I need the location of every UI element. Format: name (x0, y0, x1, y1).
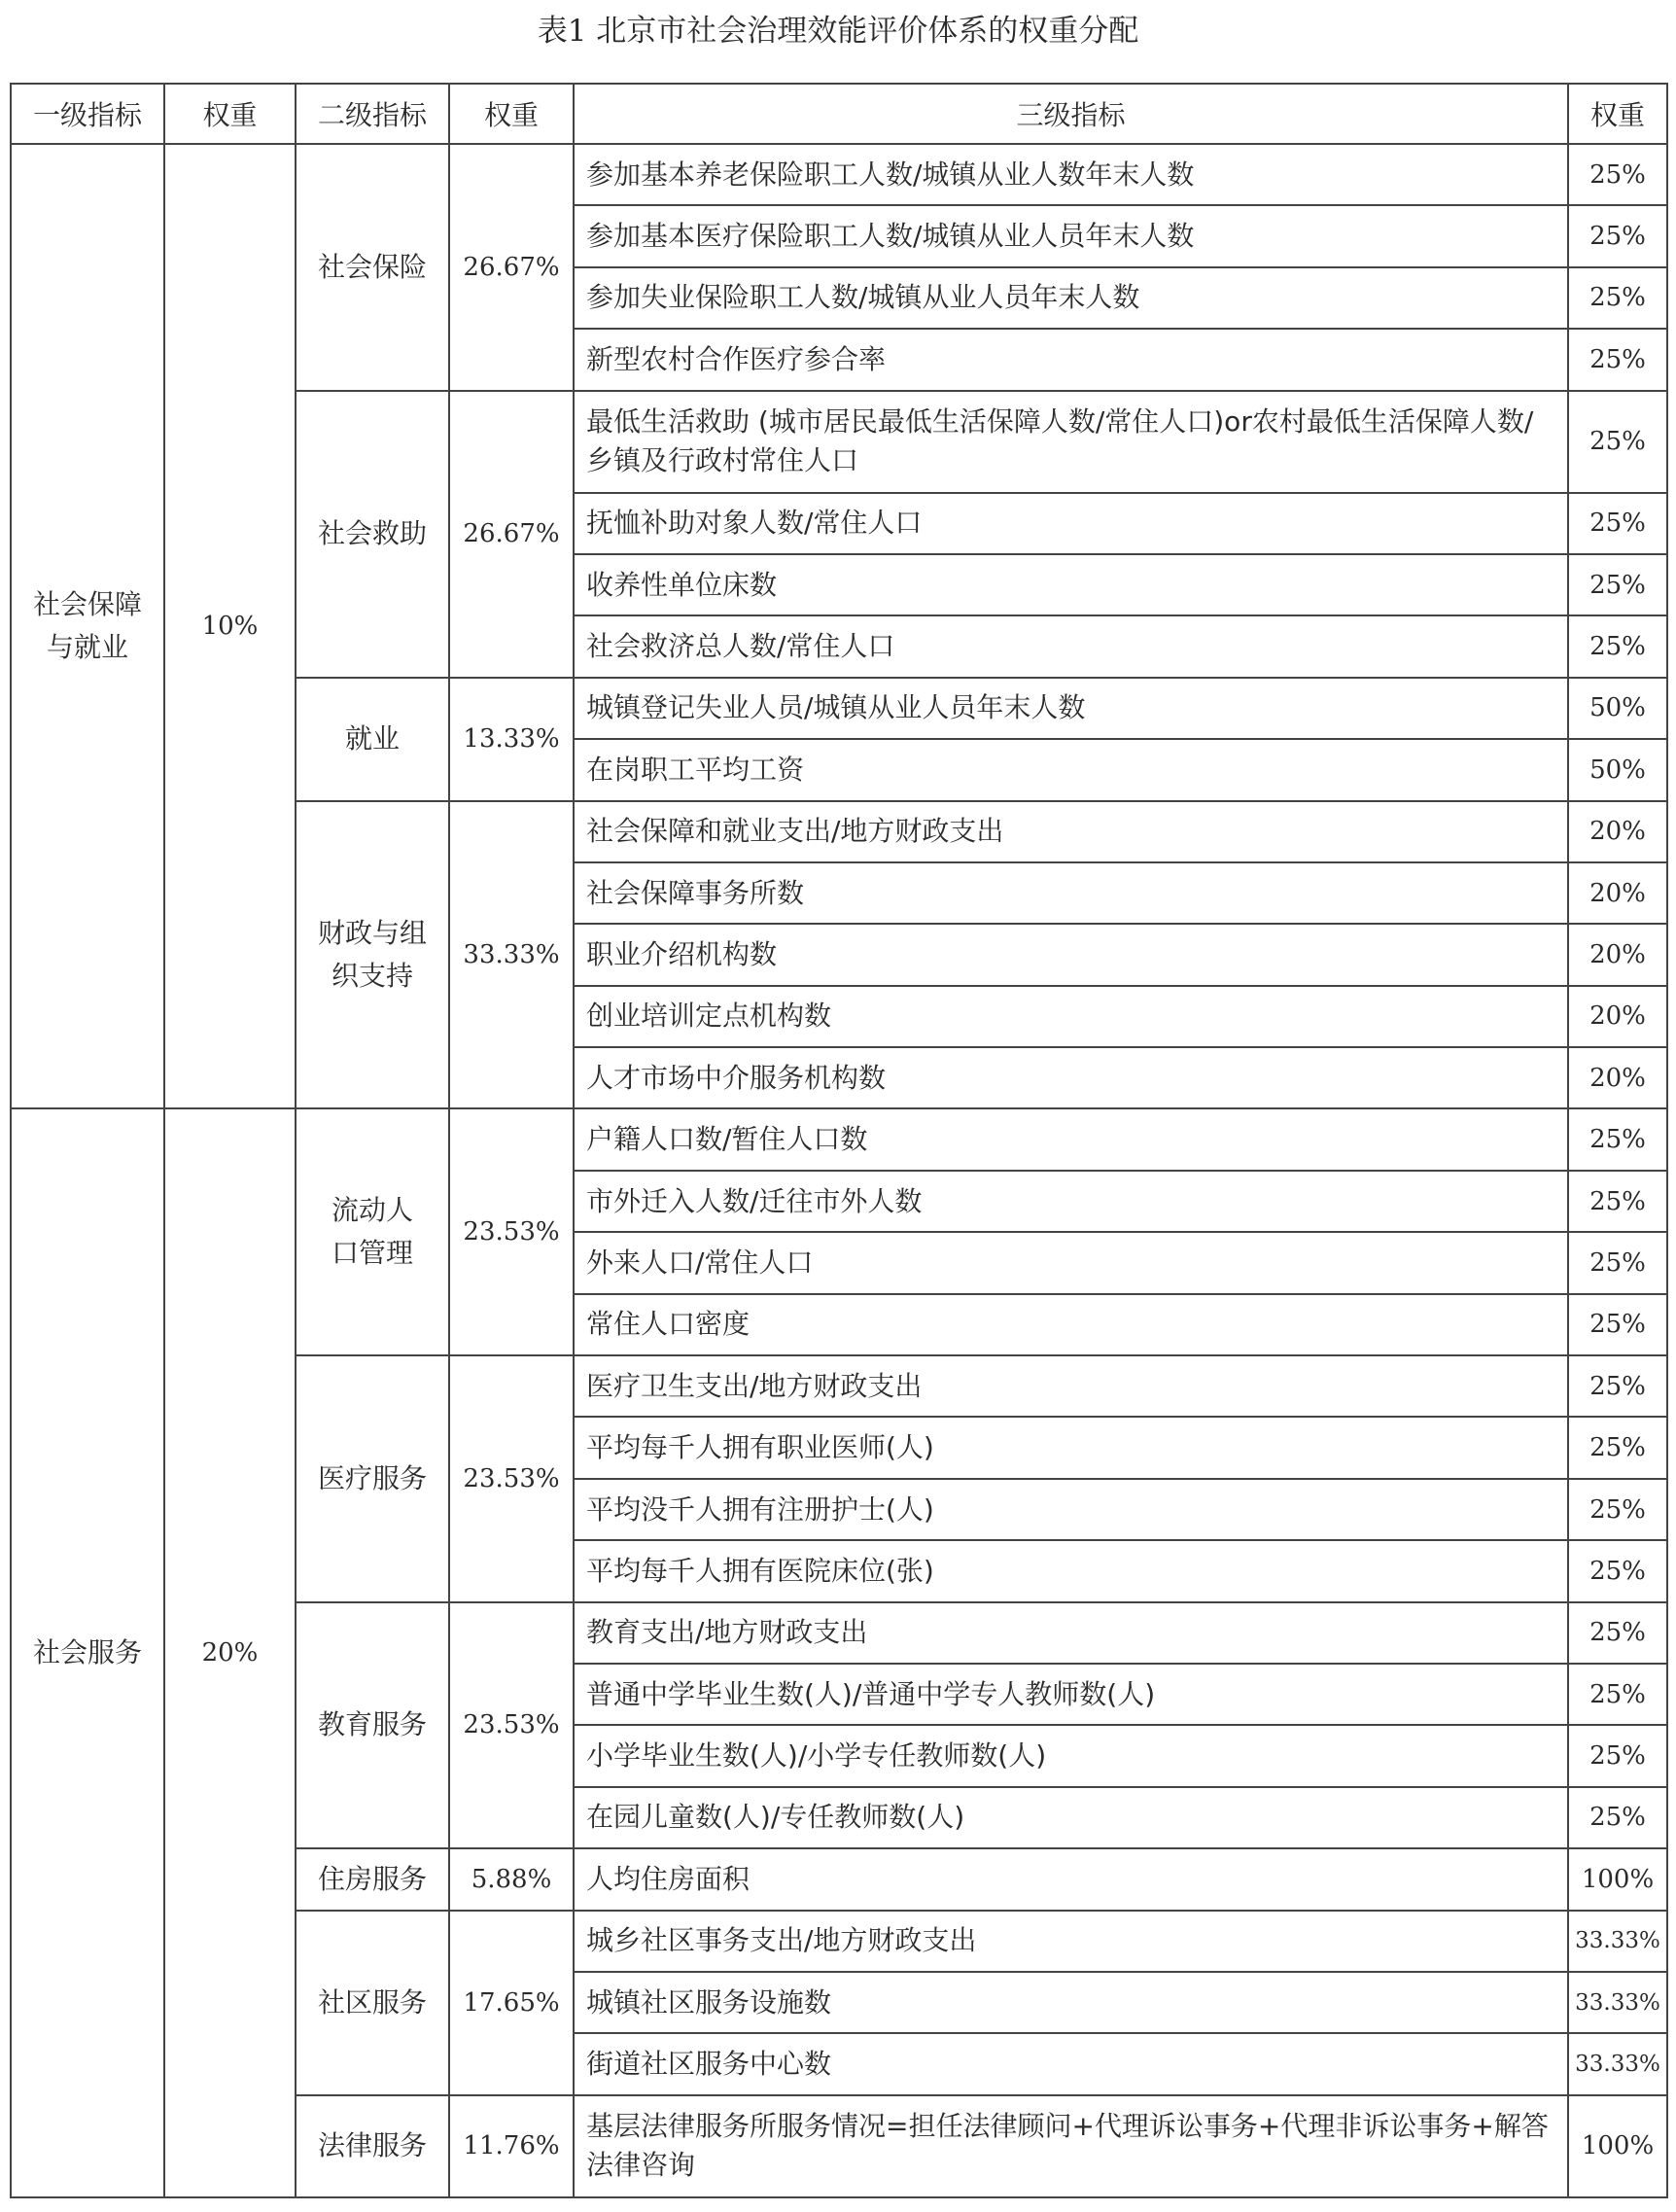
level3-name: 街道社区服务中心数 (574, 2033, 1568, 2094)
header-weight1: 权重 (164, 84, 296, 144)
level2-weight: 26.67% (449, 144, 574, 391)
level3-weight: 25% (1568, 554, 1667, 615)
level2-weight: 33.33% (449, 801, 574, 1109)
header-level2: 二级指标 (296, 84, 449, 144)
level2-weight: 17.65% (449, 1911, 574, 2095)
level3-weight: 25% (1568, 615, 1667, 677)
level1-name (11, 144, 164, 1108)
level2-name-line: 法律服务 (317, 2129, 427, 2162)
level3-name: 社会救济总人数/常住人口 (574, 615, 1568, 677)
level3-weight: 25% (1568, 1540, 1667, 1601)
level3-name: 平均没千人拥有注册护士(人) (574, 1479, 1568, 1540)
level3-weight: 25% (1568, 1171, 1667, 1232)
level3-name: 城镇社区服务设施数 (574, 1972, 1568, 2033)
level3-name: 收养性单位床数 (574, 554, 1568, 615)
level2-name (296, 1355, 449, 1602)
header-level1: 一级指标 (11, 84, 164, 144)
level3-name: 教育支出/地方财政支出 (574, 1602, 1568, 1664)
level3-name: 基层法律服务所服务情况=担任法律顾问+代理诉讼事务+代理非诉讼事务+解答法律咨询 (574, 2095, 1568, 2197)
level3-weight: 25% (1568, 1355, 1667, 1417)
level2-name (296, 144, 449, 391)
level3-name: 市外迁入人数/迁往市外人数 (574, 1171, 1568, 1232)
level3-weight: 25% (1568, 1725, 1667, 1786)
level2-name (296, 1602, 449, 1849)
level3-weight: 20% (1568, 862, 1667, 924)
level3-name: 常住人口密度 (574, 1294, 1568, 1355)
level2-name-line: 织支持 (331, 959, 413, 992)
level1-name-line: 社会服务 (32, 1636, 142, 1669)
level3-name: 参加基本医疗保险职工人数/城镇从业人员年末人数 (574, 205, 1568, 266)
level2-name-line: 就业 (344, 722, 400, 755)
level3-weight: 50% (1568, 678, 1667, 739)
level3-name: 平均每千人拥有医院床位(张) (574, 1540, 1568, 1601)
level2-name-line: 流动人 (331, 1194, 413, 1227)
level3-name: 在岗职工平均工资 (574, 739, 1568, 800)
level2-name-line: 医疗服务 (317, 1461, 427, 1494)
level3-weight: 25% (1568, 1232, 1667, 1293)
level2-weight: 26.67% (449, 391, 574, 678)
level3-weight: 20% (1568, 924, 1667, 985)
level3-weight: 25% (1568, 205, 1667, 266)
level3-name: 外来人口/常住人口 (574, 1232, 1568, 1293)
level3-weight: 33.33% (1568, 2033, 1667, 2094)
level1-name-line: 社会保障 (32, 588, 142, 621)
table-title: 表1 北京市社会治理效能评价体系的权重分配 (537, 14, 1139, 49)
level3-name: 创业培训定点机构数 (574, 986, 1568, 1047)
level3-name: 职业介绍机构数 (574, 924, 1568, 985)
level3-weight: 20% (1568, 801, 1667, 862)
level3-weight: 25% (1568, 493, 1667, 554)
level2-weight: 23.53% (449, 1108, 574, 1355)
level3-name: 普通中学毕业生数(人)/普通中学专人教师数(人) (574, 1664, 1568, 1725)
level3-name: 抚恤补助对象人数/常住人口 (574, 493, 1568, 554)
level2-weight: 23.53% (449, 1355, 574, 1602)
level3-weight: 25% (1568, 1108, 1667, 1170)
level3-name: 参加基本养老保险职工人数/城镇从业人数年末人数 (574, 144, 1568, 205)
level3-weight: 33.33% (1568, 1911, 1667, 1972)
level3-name: 人均住房面积 (574, 1848, 1568, 1910)
level2-name-line: 口管理 (331, 1237, 413, 1270)
level1-weight: 10% (164, 144, 296, 1108)
level3-weight: 25% (1568, 1787, 1667, 1848)
level1-name-line: 与就业 (46, 631, 128, 664)
level2-name-line: 社会保险 (317, 250, 427, 283)
level1-weight: 20% (164, 1108, 296, 2196)
level2-name-line: 教育服务 (317, 1708, 427, 1741)
level2-name-line: 住房服务 (317, 1862, 427, 1895)
level1-name (11, 1108, 164, 2196)
level2-name-line: 社区服务 (317, 1985, 427, 2019)
level3-weight: 25% (1568, 329, 1667, 390)
level3-weight: 20% (1568, 986, 1667, 1047)
table-body (11, 144, 1667, 2197)
level3-name: 户籍人口数/暂住人口数 (574, 1108, 1568, 1170)
level3-weight: 25% (1568, 391, 1667, 493)
level2-name (296, 1848, 449, 1910)
level3-name: 医疗卫生支出/地方财政支出 (574, 1355, 1568, 1417)
level3-name: 最低生活救助 (城市居民最低生活保障人数/常住人口)or农村最低生活保障人数/乡镇及行政村常住人口 (574, 391, 1568, 493)
table-row (11, 144, 1667, 205)
level3-weight: 33.33% (1568, 1972, 1667, 2033)
level2-name (296, 801, 449, 1109)
level3-weight: 50% (1568, 739, 1667, 800)
level3-name: 城镇登记失业人员/城镇从业人员年末人数 (574, 678, 1568, 739)
header-row (11, 84, 1667, 144)
header-weight2: 权重 (449, 84, 574, 144)
table-row (11, 1108, 1667, 1170)
level3-name: 小学毕业生数(人)/小学专任教师数(人) (574, 1725, 1568, 1786)
level2-name (296, 2095, 449, 2197)
level3-name: 城乡社区事务支出/地方财政支出 (574, 1911, 1568, 1972)
level3-weight: 20% (1568, 1047, 1667, 1108)
level3-name: 人才市场中介服务机构数 (574, 1047, 1568, 1108)
level2-weight: 11.76% (449, 2095, 574, 2197)
level2-name (296, 678, 449, 801)
level3-name: 参加失业保险职工人数/城镇从业人员年末人数 (574, 267, 1568, 329)
level3-name: 平均每千人拥有职业医师(人) (574, 1417, 1568, 1478)
level3-weight: 100% (1568, 1848, 1667, 1910)
weight-table (10, 83, 1668, 2198)
level3-weight: 25% (1568, 1602, 1667, 1664)
level3-name: 新型农村合作医疗参合率 (574, 329, 1568, 390)
level3-weight: 25% (1568, 1479, 1667, 1540)
level3-weight: 25% (1568, 1417, 1667, 1478)
level2-name (296, 1911, 449, 2095)
level3-name: 在园儿童数(人)/专任教师数(人) (574, 1787, 1568, 1848)
level2-name-line: 社会救助 (317, 517, 427, 550)
level2-name (296, 1108, 449, 1355)
level3-weight: 25% (1568, 1294, 1667, 1355)
level3-name: 社会保障事务所数 (574, 862, 1568, 924)
level3-name: 社会保障和就业支出/地方财政支出 (574, 801, 1568, 862)
level2-weight: 5.88% (449, 1848, 574, 1910)
level2-weight: 23.53% (449, 1602, 574, 1849)
level2-name-line: 财政与组 (317, 916, 427, 949)
header-level3: 三级指标 (574, 84, 1568, 144)
level3-weight: 25% (1568, 1664, 1667, 1725)
header-weight3: 权重 (1568, 84, 1667, 144)
level2-weight: 13.33% (449, 678, 574, 801)
level3-weight: 25% (1568, 144, 1667, 205)
level3-weight: 25% (1568, 267, 1667, 329)
level2-name (296, 391, 449, 678)
level3-weight: 100% (1568, 2095, 1667, 2197)
